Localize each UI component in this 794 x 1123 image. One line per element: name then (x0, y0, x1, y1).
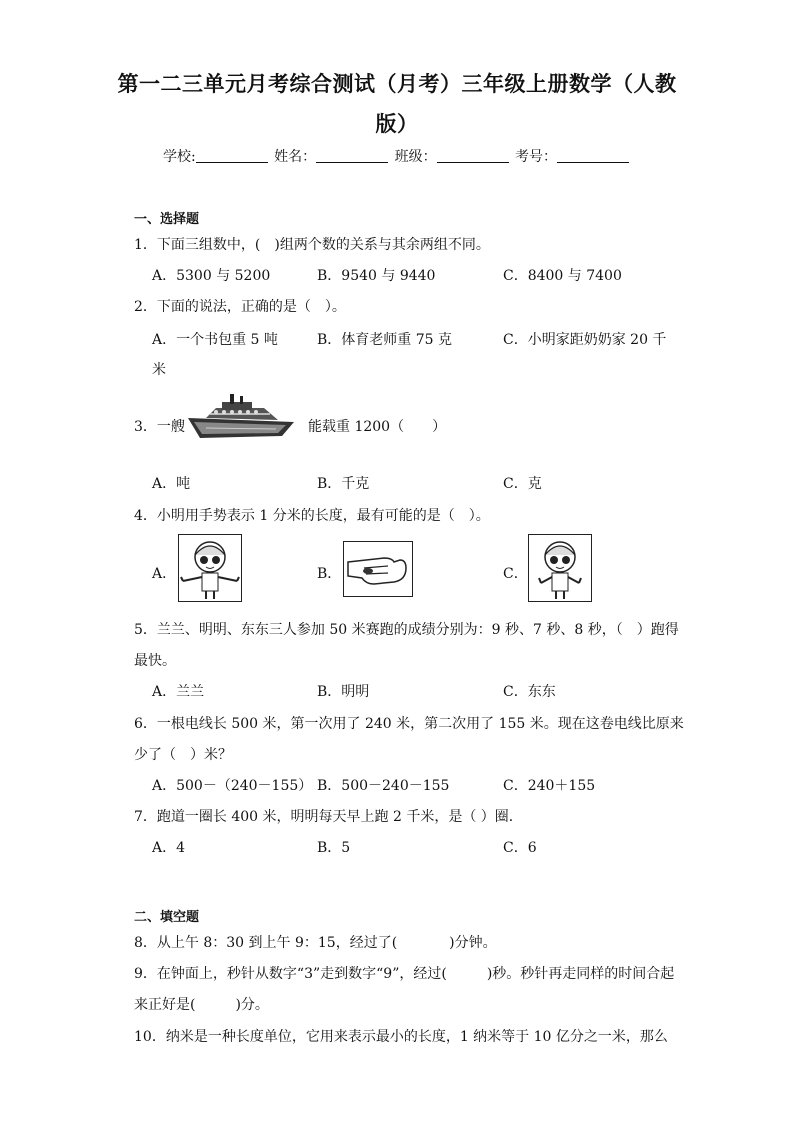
q5-option-a[interactable]: A．兰兰 (152, 684, 205, 700)
class-label: 班级： (394, 149, 437, 165)
q1-option-a[interactable]: A．5300 与 5200 (152, 268, 271, 284)
q7-option-b[interactable]: B．5 (317, 840, 351, 856)
question-3-end: 能载重 1200（ ） (308, 419, 447, 435)
question-6-wrap: 少了（ ）米？ (134, 747, 232, 763)
school-label: 学校: (162, 149, 196, 165)
q3-option-c[interactable]: C．克 (503, 476, 542, 492)
question-9-wrap: 来正好是( )分。 (134, 997, 269, 1013)
q3-option-a[interactable]: A．吨 (152, 476, 191, 492)
q2-option-a[interactable]: A．一个书包重 5 吨 (152, 332, 278, 348)
q6-option-a[interactable]: A．500－（240－155） (152, 778, 313, 794)
name-label: 姓名： (274, 149, 317, 165)
exam-number-label: 考号： (515, 149, 558, 165)
q6-option-c[interactable]: C．240＋155 (503, 778, 596, 794)
student-info-row (0, 146, 794, 166)
page-title-continued: 版） (375, 112, 419, 136)
name-blank[interactable] (316, 148, 388, 163)
question-9: 9．在钟面上，秒针从数字“3”走到数字“9”，经过( )秒。秒针再走同样的时间合起 (134, 966, 675, 982)
q7-option-a[interactable]: A．4 (152, 840, 186, 856)
question-3-start: 3．一艘 (134, 419, 185, 435)
page-title: 第一二三单元月考综合测试（月考）三年级上册数学（人教 (117, 72, 677, 96)
q1-option-b[interactable]: B．9540 与 9440 (317, 268, 436, 284)
question-6: 6．一根电线长 500 米，第一次用了 240 米，第二次用了 155 米。现在这卷电线比原来 (134, 716, 684, 732)
child-arms-small-icon[interactable] (528, 534, 592, 602)
school-blank[interactable] (196, 148, 268, 163)
q7-option-c[interactable]: C．6 (503, 840, 537, 856)
q2-option-c[interactable]: C．小明家距奶奶家 20 千 (503, 332, 667, 348)
class-blank[interactable] (437, 148, 509, 163)
q5-option-b[interactable]: B．明明 (317, 684, 370, 700)
child-arms-wide-icon[interactable] (178, 534, 242, 602)
q3-option-b[interactable]: B．千克 (317, 476, 370, 492)
question-10: 10．纳米是一种长度单位，它用来表示最小的长度，1 纳米等于 10 亿分之一米，那么 (134, 1029, 668, 1045)
question-8: 8．从上午 8：30 到上午 9：15，经过了( )分钟。 (134, 935, 497, 951)
q2-option-c-wrap: 米 (152, 362, 166, 378)
question-4: 4．小明用手势表示 1 分米的长度，最有可能的是（ ）。 (134, 508, 490, 524)
ship-icon (186, 392, 300, 442)
q2-option-b[interactable]: B．体育老师重 75 克 (317, 332, 453, 348)
question-1: 1．下面三组数中，( )组两个数的关系与其余两组不同。 (134, 237, 490, 253)
question-2: 2．下面的说法，正确的是（ ）。 (134, 299, 346, 315)
section-heading-choice: 一、选择题 (134, 212, 200, 227)
q4-option-b[interactable]: B． (317, 566, 342, 582)
question-5-wrap: 最快。 (134, 653, 176, 669)
q6-option-b[interactable]: B．500－240－155 (317, 778, 450, 794)
section-heading-fill: 二、填空题 (134, 910, 200, 925)
q1-option-c[interactable]: C．8400 与 7400 (503, 268, 622, 284)
q4-option-a[interactable]: A． (152, 566, 177, 582)
question-7: 7．跑道一圈长 400 米，明明每天早上跑 2 千米，是（ ）圈． (134, 809, 523, 825)
question-5: 5．兰兰、明明、东东三人参加 50 米赛跑的成绩分别为：9 秒、7 秒、8 秒，（ ）跑得 (134, 622, 679, 638)
exam-number-blank[interactable] (557, 148, 629, 163)
q5-option-c[interactable]: C．东东 (503, 684, 556, 700)
hand-pinch-icon[interactable] (343, 541, 413, 597)
q4-option-c[interactable]: C． (503, 566, 528, 582)
